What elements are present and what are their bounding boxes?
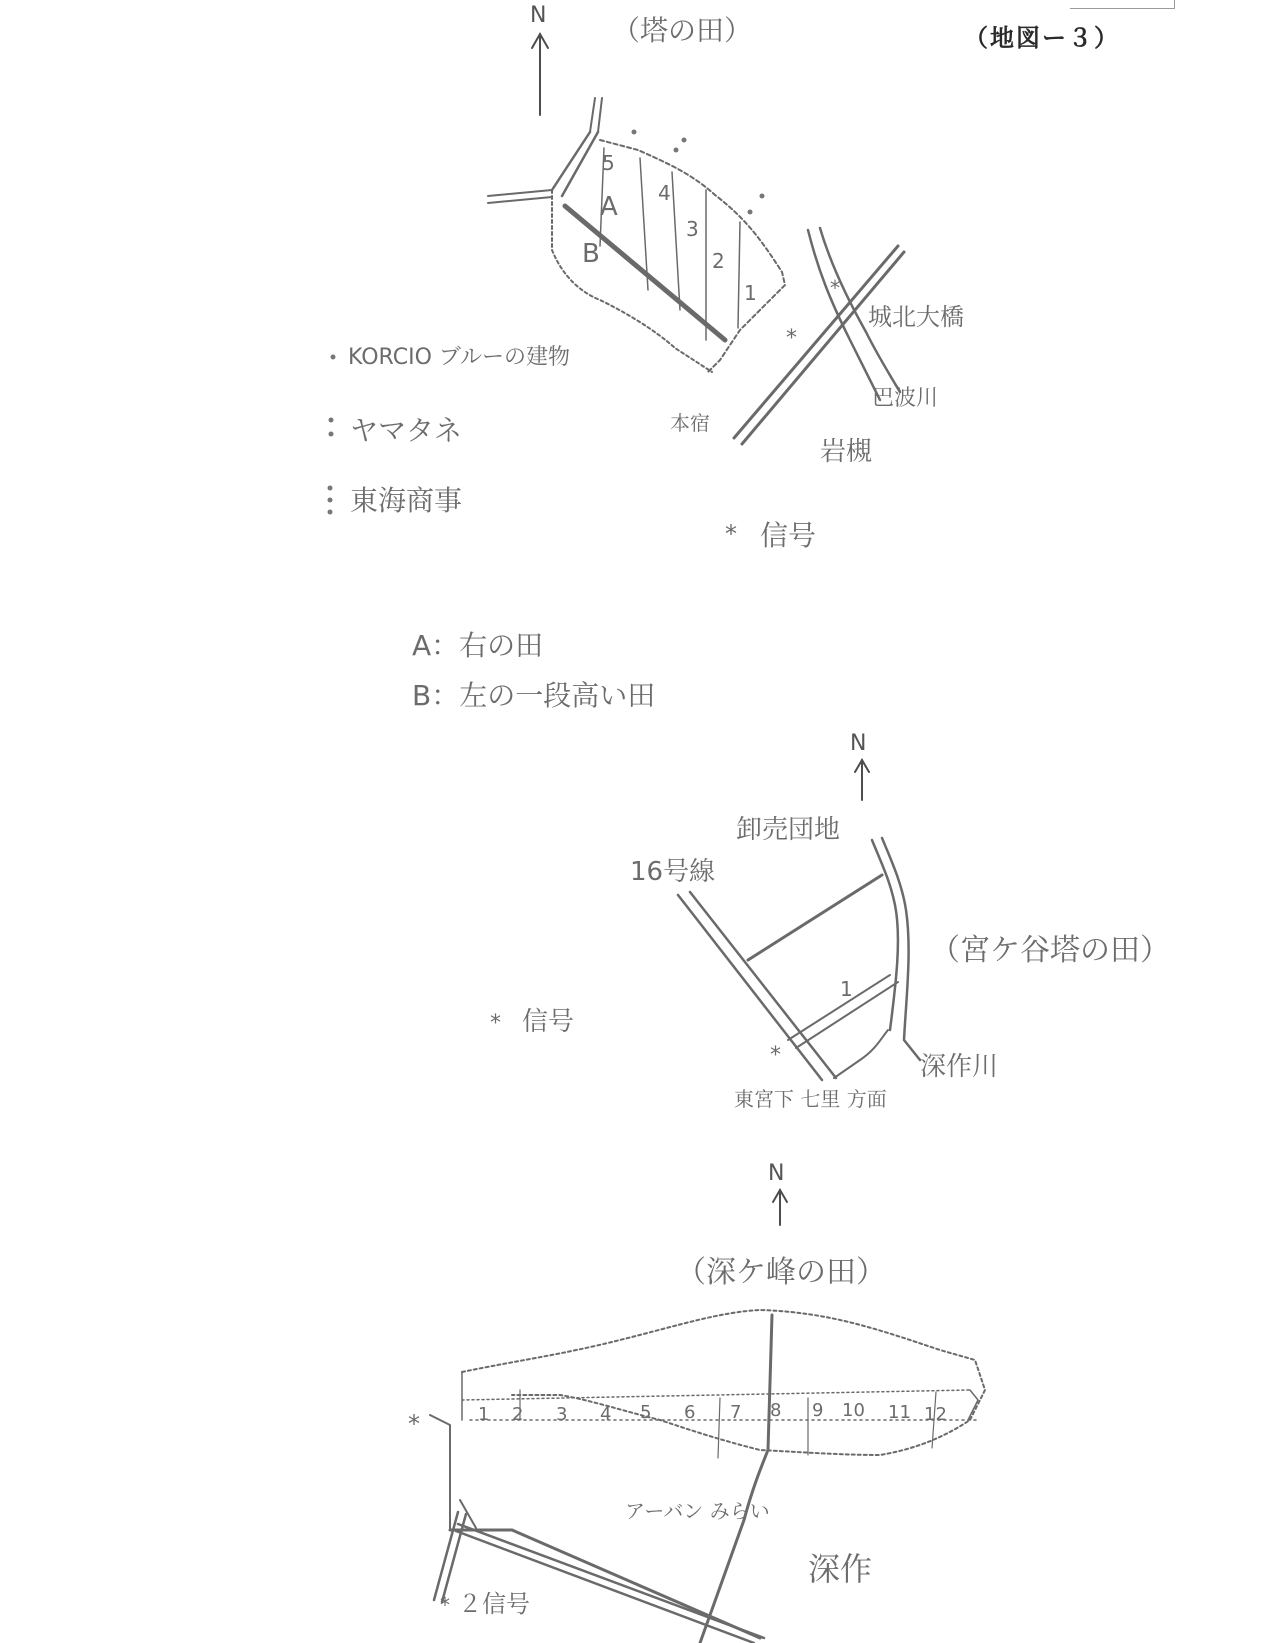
field-letter-a: A — [600, 192, 618, 222]
plot-number: 3 — [686, 217, 699, 241]
page-label: （地図ー３） — [964, 25, 1120, 52]
map2-miyagaya-field — [490, 731, 1170, 1111]
signal-label: 信号 — [760, 519, 817, 552]
signal-label: 信号 — [522, 1007, 575, 1037]
legend-item: ヤマタネ — [350, 414, 463, 447]
plot-number: 7 — [730, 1402, 742, 1423]
north-label-3: N — [768, 1161, 785, 1186]
plot-number: 4 — [658, 181, 671, 205]
river-label: 巴波川 — [872, 386, 939, 411]
honjuku-label: 本宿 — [670, 411, 710, 435]
north-label-2: N — [850, 731, 867, 756]
plot-number: 2 — [512, 1404, 524, 1425]
river-label: 深作川 — [920, 1052, 999, 1082]
wholesale-label: 卸売団地 — [736, 815, 841, 845]
signal-star: * — [786, 326, 797, 351]
north-arrow-3 — [768, 1161, 787, 1225]
signal-star: * — [440, 1593, 450, 1617]
plot-number: 3 — [556, 1404, 568, 1425]
plot-number: 5 — [602, 151, 615, 175]
map2-title: （宮ケ谷塔の田） — [930, 933, 1170, 968]
map1-tower-field — [328, 3, 965, 712]
map1-title: （塔の田） — [612, 14, 753, 47]
north-arrow-2 — [850, 731, 869, 800]
signal-label: ２信号 — [458, 1590, 530, 1618]
note-a: A：右の田 — [412, 629, 544, 662]
map3-field — [408, 1161, 985, 1643]
plot-number: 2 — [712, 249, 725, 273]
direction-label: 東宮下 七里 方面 — [734, 1087, 887, 1111]
plot-number: 4 — [600, 1404, 612, 1425]
star-mark: * — [830, 276, 840, 300]
legend-item: KORCIO ブルーの建物 — [348, 345, 571, 370]
fukasaku-label: 深作 — [808, 1550, 873, 1588]
plot-number: 1 — [744, 281, 757, 305]
plot-number: 8 — [770, 1400, 782, 1421]
map1-roads — [488, 98, 904, 444]
plot-number: 11 — [888, 1402, 911, 1423]
legend-item: 東海商事 — [350, 484, 463, 517]
plot-number: 5 — [640, 1402, 652, 1423]
map1-legend — [328, 345, 571, 517]
bridge-label: 城北大橋 — [868, 303, 964, 331]
signal-star: * — [490, 1011, 501, 1036]
field-letter-b: B — [582, 239, 600, 269]
north-arrow-1 — [530, 3, 548, 115]
plot-number: 6 — [684, 1402, 696, 1423]
plot-number: 9 — [812, 1400, 824, 1421]
iwatsuki-label: 岩槻 — [820, 437, 873, 467]
signal-star: * — [725, 520, 737, 548]
map3-title: （深ケ峰の田） — [676, 1255, 886, 1290]
plot-number: 10 — [842, 1400, 865, 1421]
plot-number: 1 — [478, 1404, 490, 1425]
route16-label: 16号線 — [630, 857, 716, 887]
signal-star: * — [770, 1043, 781, 1068]
urban-label: アーバン みらい — [625, 1499, 770, 1523]
plot-number: 1 — [840, 977, 853, 1001]
plot-number: 12 — [924, 1404, 947, 1425]
map3-field-outline — [462, 1310, 985, 1458]
signal-star: * — [408, 1410, 420, 1438]
note-b: B：左の一段高い田 — [412, 679, 656, 712]
north-label-1: N — [530, 3, 547, 28]
